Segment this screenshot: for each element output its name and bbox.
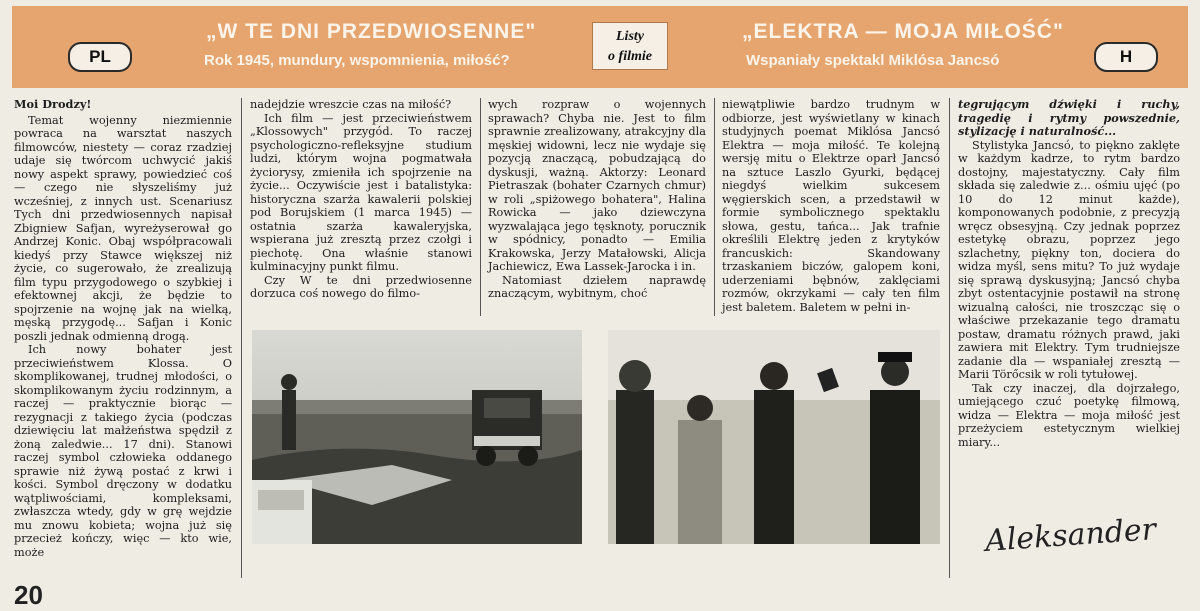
- section-badge-line2: o filmie: [608, 49, 652, 64]
- right-film-subtitle: Wspaniały spektakl Miklósa Jancsó: [746, 52, 1000, 69]
- paragraph: Stylistyka Jancsó, to piękno zaklęte w każdym kadrze, to rytm bardzo dostojny, majestatyczny. Cały film składa się zaledwie z... ośmiu ujęć (po 10 do 12 minut każde), komponowanych podobnie, z precyzją wręcz obsesyjną. Czy jednak poprzez estetykę obrazu, poprzez jego szlachetny, piękny ton, dociera do widza myśl, sens mitu? To już wydaje się sprawą dyskusyjną; Jancsó chyba zbyt ostentacyjnie postawił na stronę wizualną całości, nie troszcząc się o właściwe przekazanie tego dramatu postaw, dramatu różnych prawd, jaki zawiera mit Elektry. Tym trudniejsze zadanie dla — wspaniałej zresztą — Marii Törőcsik w roli tytułowej.: [958, 138, 1180, 381]
- column-2: [250, 98, 472, 301]
- paragraph: Ich nowy bohater jest przeciwieństwem Klossa. O skomplikowanej, trudnej młodości, o skomplikowanym życiu rodzinnym, a raczej — praktycznie biorąc — rezygnacji z takiego życia (podczas dziewięciu lat małżeństwa spędził z żoną zaledwie... 17 dni). Stanowi raczej symbol człowieka oddanego sprawie niż żywą postać z krwi i kości. Symbol dręczony w dodatku wątpliwościami, kompleksami, zwłaszcza wtedy, gdy w grę wejdzie mu znowu kobieta; wojna już się przecież kończy, więc — kto wie, może: [14, 343, 232, 559]
- author-signature: Aleksander: [983, 512, 1158, 559]
- column-divider: [714, 98, 715, 316]
- column-divider: [480, 98, 481, 316]
- paragraph: Natomiast dziełem naprawdę znaczącym, wybitnym, choć: [488, 273, 706, 300]
- film-still-elektra: [608, 330, 940, 544]
- page-number: 20: [14, 580, 43, 610]
- column-1: [14, 98, 232, 559]
- column-divider: [949, 98, 950, 578]
- right-film-title: „ELEKTRA — MOJA MIŁOŚĆ": [742, 20, 1064, 43]
- paragraph: tegrującym dźwięki i ruchy, tragedię i rytmy powszednie, stylizację i naturalność...: [958, 97, 1180, 138]
- letter-salutation: Moi Drodzy!: [14, 97, 92, 111]
- paragraph: Tak czy inaczej, dla dojrzałego, umiejącego czuć poetykę filmową, widza — Elektra — moja miłość jest przeżyciem estetycznym wielkiej miary...: [958, 381, 1180, 449]
- column-4: [722, 98, 940, 314]
- paragraph: Czy W te dni przedwiosenne dorzuca coś nowego do filmo-: [250, 273, 472, 300]
- paragraph: Ich film — jest przeciwieństwem „Klossowych" przygód. To raczej psychologiczno-refleksyjne studium ludzi, którym wojna pogmatwała życiorysy, zmieniła ich spojrzenie na życie... Oczywiście jest i batalistyka: historyczna szarża kawalerii polskiej pod Borujskiem (1 marca 1945) — ostatnia szarża kawaleryjska, wspierana już zresztą przez czołgi i piechotę. Ona właśnie stanowi kulminacyjny punkt filmu.: [250, 111, 472, 273]
- war-scene-image: [252, 330, 582, 544]
- column-3: [488, 98, 706, 301]
- left-country-badge: PL: [68, 42, 132, 72]
- section-badge: [592, 22, 668, 70]
- paragraph: Temat wojenny niezmiennie powraca na warsztat naszych filmowców, niestety — coraz rzadziej udaje się twórcom uchwycić jakiś nowy aspekt sprawy, powiedzieć coś — czego nie słyszeliśmy już wcześniej, z innych ust. Scenariusz Tych dni przedwiosennych napisał Zbigniew Safjan, wyreżyserował go Andrzej Konic. Obaj współpracowali kiedyś przy Stawce większej niż życie, co sugerowało, że zrealizują film typu przygodowego o szybkiej i efektownej akcji, że będzie to spojrzenie na wojnę jak na wielką, męską przygodę... Safjan i Konic poszli jednak odmienną drogą.: [14, 113, 232, 343]
- film-still-war: [252, 330, 582, 544]
- paragraph: wych rozpraw o wojennych sprawach? Chyba nie. Jest to film sprawnie zrealizowany, atrakcyjny dla męskiej widowni, lecz nie wydaje się pozycją znaczącą, pobudzającą do dyskusji, ważną. Aktorzy: Leonard Pietraszak (bohater Czarnych chmur) w roli „spiżowego bohatera", Halina Rowicka — jako dziewczyna wyzwalająca jego tęsknoty, porucznik w spódnicy, ponadto — Emilia Krakowska, Jerzy Matałowski, Alicja Jachiewicz, Ewa Lassek-Jarocka i in.: [488, 98, 706, 273]
- paragraph: nadejdzie wreszcie czas na miłość?: [250, 98, 452, 111]
- header-banner: [12, 6, 1188, 88]
- section-badge-line1: Listy: [616, 29, 644, 44]
- right-country-badge: H: [1094, 42, 1158, 72]
- left-film-subtitle: Rok 1945, mundury, wspomnienia, miłość?: [204, 52, 510, 69]
- paragraph: niewątpliwie bardzo trudnym w odbiorze, jest wyświetlany w kinach studyjnych poemat Miklósa Jancsó Elektra — moja miłość. Te kolejną wersję mitu o Elektrze oparł Jancsó na sztuce Laszlo Gyurki, będącej niegdyś wielkim sukcesem węgierskich scen, a przedstawił w formie symbolicznego spektaklu słowa, gestu, tańca... Jak trafnie określili Elektrę jeden z krytyków francuskich: Skandowany trzaskaniem biczów, galopem koni, uderzeniami bębnów, zaklęciami rozmów, okrzykami — cały ten film jest baletem. Baletem w pełni in-: [722, 98, 940, 314]
- elektra-scene-image: [608, 330, 940, 544]
- left-film-title: „W TE DNI PRZEDWIOSENNE": [206, 20, 537, 43]
- column-divider: [241, 98, 242, 578]
- column-5: [958, 98, 1180, 449]
